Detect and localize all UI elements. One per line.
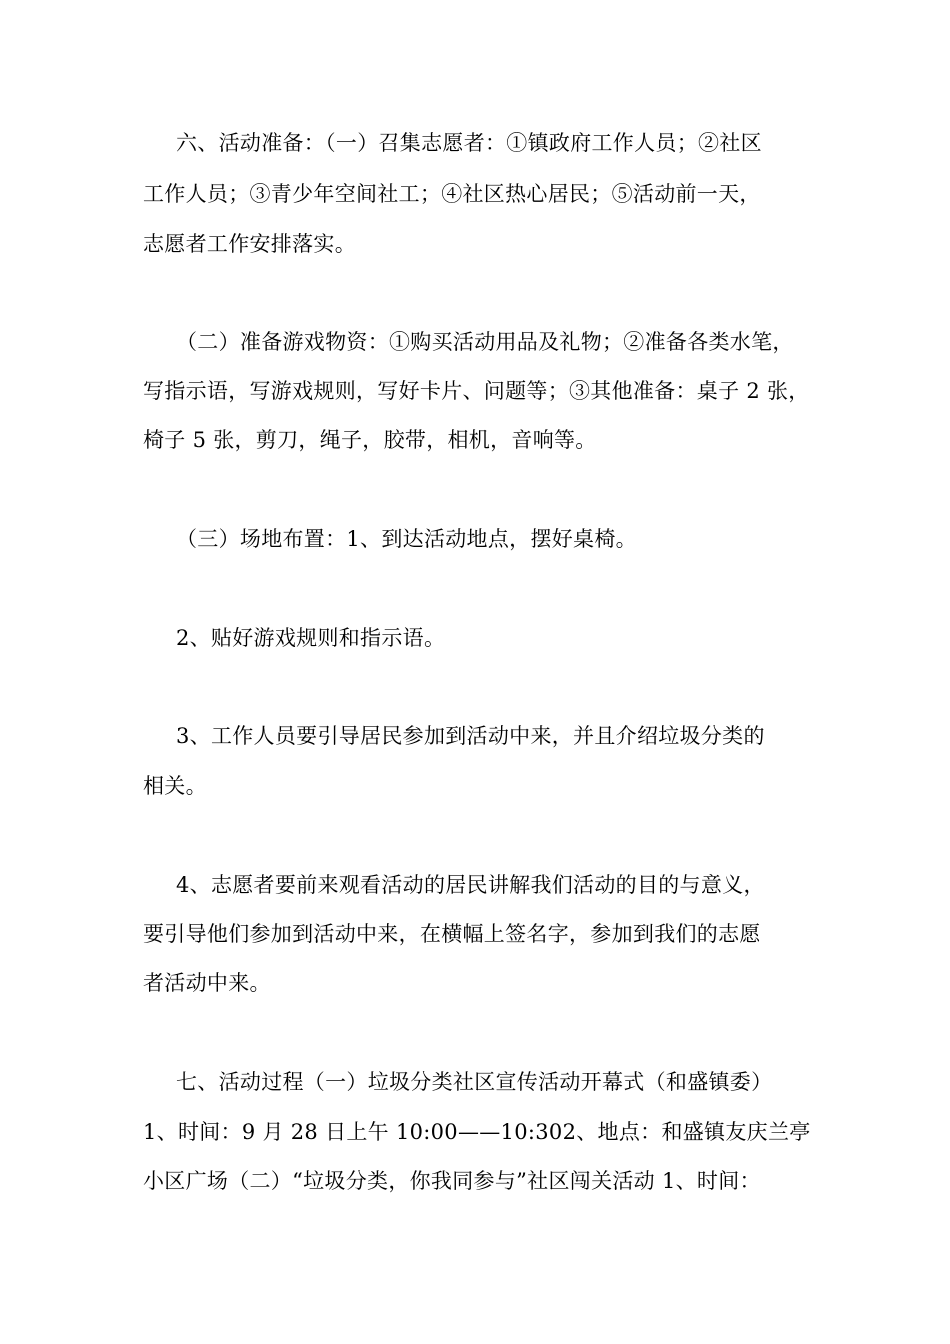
paragraph-line: 1、时间：9 月 28 日上午 10:00——10:302、地点：和盛镇友庆兰亭 xyxy=(143,1120,811,1144)
paragraph-line: 4、志愿者要前来观看活动的居民讲解我们活动的目的与意义， xyxy=(176,873,765,897)
paragraph-line: 志愿者工作安排落实。 xyxy=(143,232,356,256)
paragraph-line: 六、活动准备：（一）召集志愿者：①镇政府工作人员；②社区 xyxy=(176,131,762,155)
paragraph-line: 者活动中来。 xyxy=(143,971,271,995)
paragraph-line: 3、工作人员要引导居民参加到活动中来，并且介绍垃圾分类的 xyxy=(176,724,765,748)
paragraph-line: 椅子 5 张，剪刀，绳子，胶带，相机，音响等。 xyxy=(143,428,597,452)
paragraph-line: 相关。 xyxy=(143,774,207,798)
paragraph-line: 要引导他们参加到活动中来，在横幅上签名字，参加到我们的志愿 xyxy=(143,922,761,946)
paragraph-line: 工作人员；③青少年空间社工；④社区热心居民；⑤活动前一天， xyxy=(143,182,761,206)
paragraph-line: 2、贴好游戏规则和指示语。 xyxy=(176,626,446,650)
paragraph-line: 七、活动过程（一）垃圾分类社区宣传活动开幕式（和盛镇委） xyxy=(176,1070,773,1094)
paragraph-line: （二）准备游戏物资：①购买活动用品及礼物；②准备各类水笔， xyxy=(176,330,794,354)
paragraph-line: （三）场地布置：1、到达活动地点，摆好桌椅。 xyxy=(176,527,637,551)
paragraph-line: 写指示语，写游戏规则，写好卡片、问题等；③其他准备：桌子 2 张， xyxy=(143,379,810,403)
paragraph-line: 小区广场（二）“垃圾分类，你我同参与”社区闯关活动 1、时间： xyxy=(143,1169,761,1193)
